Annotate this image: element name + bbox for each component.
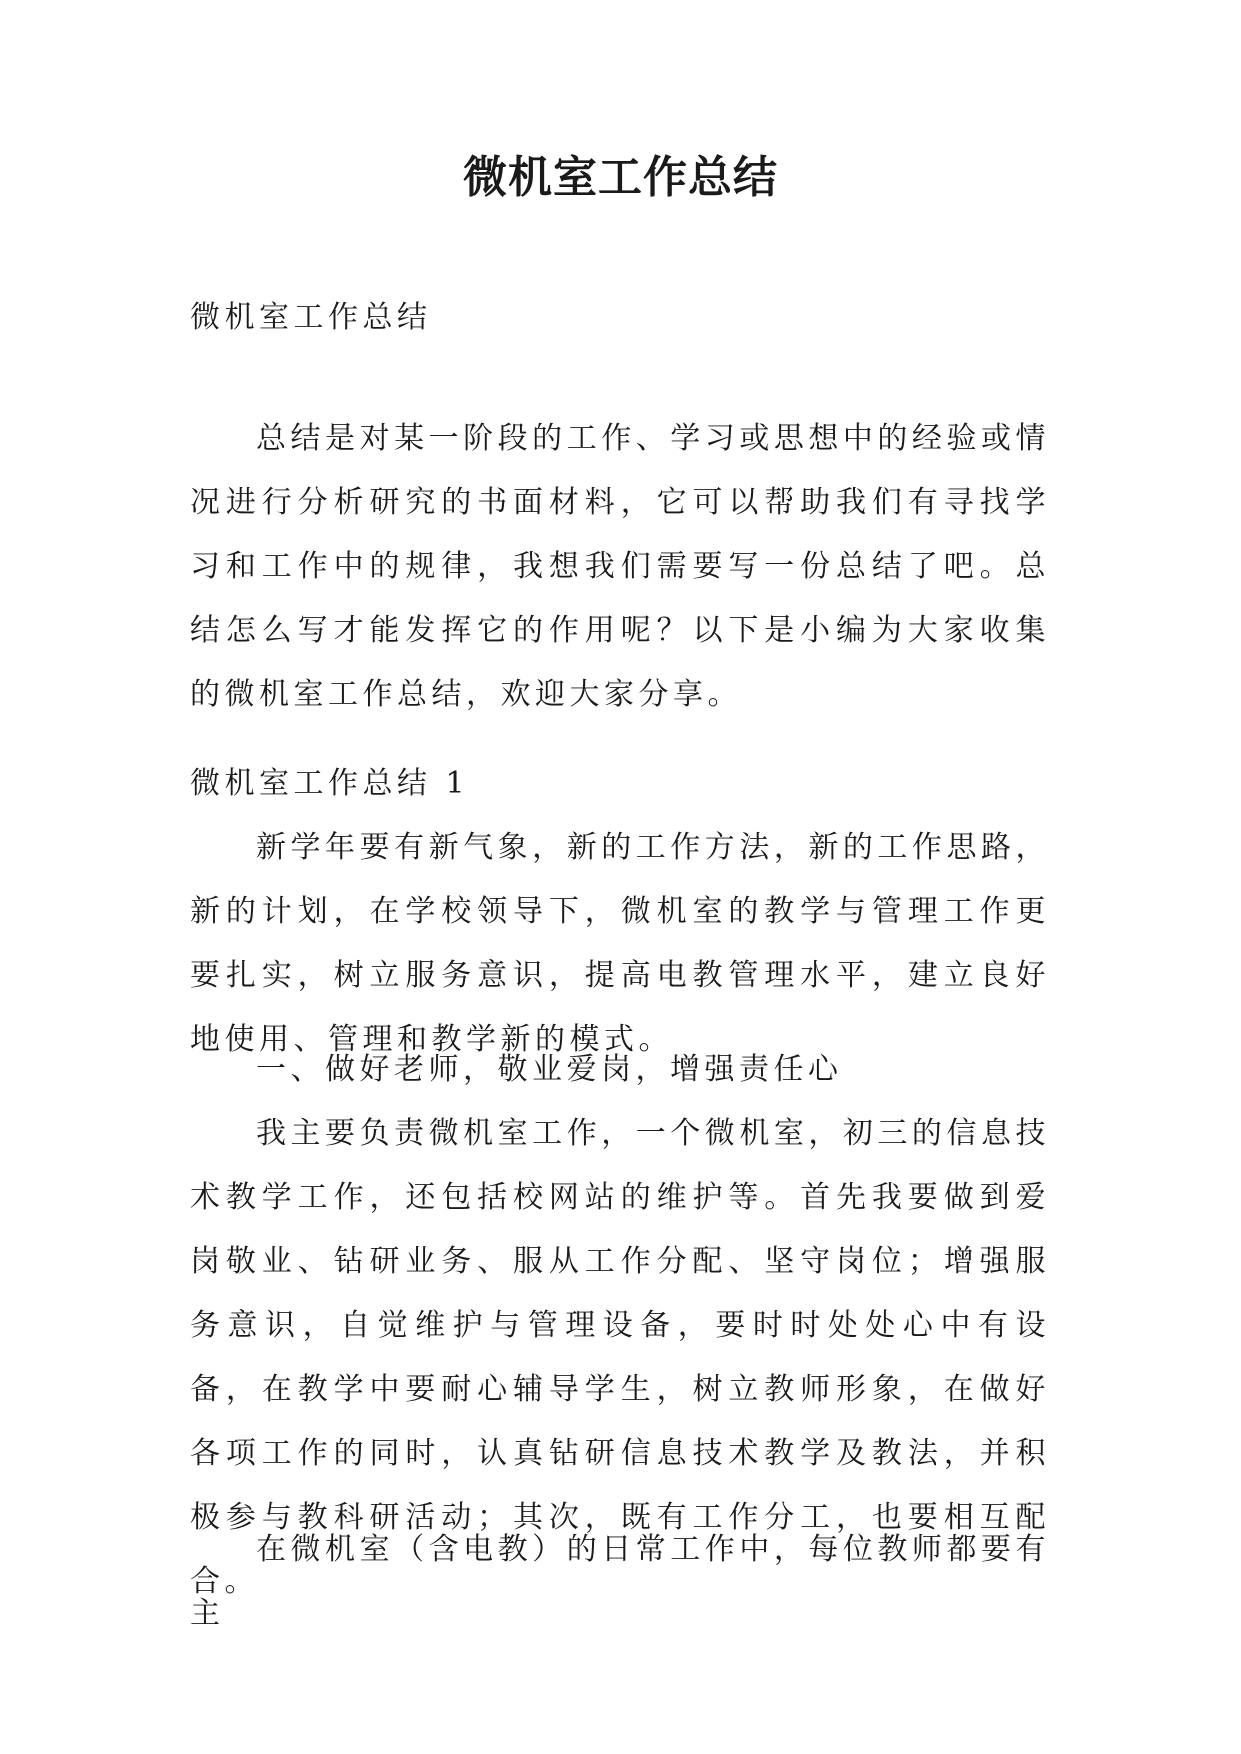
body-paragraph-1: 新学年要有新气象，新的工作方法，新的工作思路，新的计划，在学校领导下，微机室的教学与管理工作更要扎实，树立服务意识，提高电教管理水平，建立良好地使用、管理和教学新的模式。 bbox=[190, 830, 1050, 1057]
document-subtitle: 微机室工作总结 bbox=[190, 300, 432, 335]
body-paragraph-3: 在微机室（含电教）的日常工作中，每位教师都要有主 bbox=[190, 1532, 1050, 1631]
document-title: 微机室工作总结 bbox=[463, 152, 778, 203]
section-heading-1: 一、做好老师，敬业爱岗，增强责任心 bbox=[256, 1052, 843, 1087]
intro-paragraph: 总结是对某一阶段的工作、学习或思想中的经验或情况进行分析研究的书面材料，它可以帮助我们有寻找学习和工作中的规律，我想我们需要写一份总结了吧。总结怎么写才能发挥它的作用呢？以下是小编为大家收集的微机室工作总结，欢迎大家分享。 bbox=[190, 421, 1050, 712]
body-paragraph-2: 我主要负责微机室工作，一个微机室，初三的信息技术教学工作，还包括校网站的维护等。首先我要做到爱岗敬业、钻研业务、服从工作分配、坚守岗位；增强服务意识，自觉维护与管理设备，要时时处处心中有设备，在教学中要耐心辅导学生，树立教师形象，在做好各项工作的同时，认真钻研信息技术教学及教法，并积极参与教科研活动；其次，既有工作分工，也要相互配合。 bbox=[190, 1116, 1050, 1599]
section-title: 微机室工作总结 1 bbox=[190, 766, 470, 801]
